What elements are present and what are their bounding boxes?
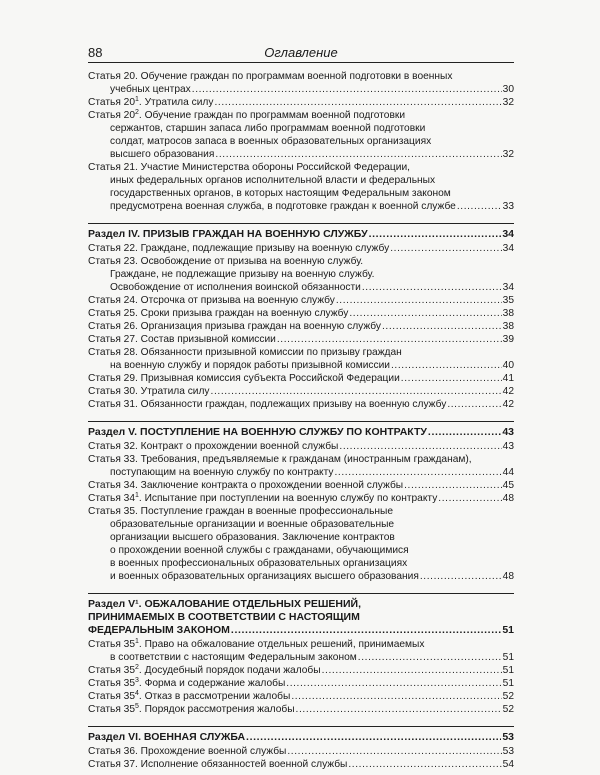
dot-leader	[362, 281, 502, 294]
dot-leader	[428, 426, 501, 438]
toc-entry	[88, 703, 514, 716]
toc-entry	[88, 70, 514, 96]
toc-line	[88, 664, 514, 677]
toc-line	[88, 677, 514, 690]
spacer	[88, 583, 514, 587]
entry-text: Статья 31. Обязанности граждан, подлежащих призыву на военную службу	[88, 399, 447, 410]
dot-leader	[369, 228, 502, 240]
entry-continuation: образовательные организации и военные образовательные	[110, 519, 395, 530]
entry-text: Статья 29. Призывная комиссия субъекта Российской Федерации	[88, 373, 400, 384]
toc-entry	[88, 505, 514, 583]
entry-page: 38	[502, 308, 514, 319]
entry-text: Статья $35^3$. Форма и содержание жалобы	[88, 677, 286, 689]
toc-line	[88, 703, 514, 716]
dot-leader	[277, 333, 502, 346]
entry-text: Статья 24. Отсрочка от призыва на военную службу	[88, 295, 335, 306]
entry-page: 51	[502, 624, 514, 636]
toc-line	[88, 570, 514, 583]
entry-page: 30	[502, 84, 514, 95]
toc-line	[88, 426, 514, 438]
toc-line	[88, 731, 514, 743]
dot-leader	[348, 758, 501, 771]
toc-line	[88, 242, 514, 255]
toc-entry	[88, 677, 514, 690]
dot-leader	[334, 466, 501, 479]
entry-continuation: солдат, матросов запаса в военных образовательных организациях	[110, 136, 432, 147]
dot-leader	[390, 242, 501, 255]
entry-page: 32	[502, 97, 514, 108]
superscript: 1	[135, 638, 139, 645]
toc-line	[88, 745, 514, 758]
section-heading	[88, 223, 514, 240]
spacer	[88, 771, 514, 775]
toc-line	[88, 651, 514, 664]
entry-continuation: иных федеральных органов исполнительной власти и федеральных	[110, 175, 436, 186]
entry-continuation: о прохождении военной службы с гражданами, обучающимися	[110, 545, 409, 556]
dot-leader	[401, 372, 502, 385]
entry-page: 45	[502, 480, 514, 491]
entry-text: на военную службу и порядок работы призывной комиссии	[110, 360, 390, 371]
entry-page: 34	[502, 228, 514, 240]
dot-leader	[391, 359, 502, 372]
dot-leader	[339, 440, 501, 453]
entry-text: ФЕДЕРАЛЬНЫМ ЗАКОНОМ	[88, 624, 230, 636]
entry-text: Статья 36. Прохождение военной службы	[88, 746, 287, 757]
page-title: Оглавление	[264, 45, 338, 60]
entry-page: 35	[502, 295, 514, 306]
section-heading	[88, 593, 514, 636]
entry-first-line: Статья $20^2$. Обучение граждан по программам военной подготовки	[88, 109, 406, 121]
dot-leader	[231, 624, 501, 636]
toc-entry	[88, 492, 514, 505]
entry-page: 42	[502, 399, 514, 410]
dot-leader	[215, 148, 501, 161]
entry-page: 43	[502, 441, 514, 452]
toc-entry	[88, 440, 514, 453]
entry-page: 54	[502, 759, 514, 770]
toc-entry	[88, 479, 514, 492]
entry-page: 34	[502, 243, 514, 254]
entry-first-line: Статья 23. Освобождение от призыва на военную службу.	[88, 256, 364, 267]
entry-text: Раздел V. ПОСТУПЛЕНИЕ НА ВОЕННУЮ СЛУЖБУ ПО КОНТРАКТУ	[88, 426, 427, 438]
page-number: 88	[88, 45, 103, 60]
entry-text: и военных образовательных организациях высшего образования	[110, 571, 419, 582]
dot-leader	[296, 703, 502, 716]
entry-page: 41	[502, 373, 514, 384]
toc-line	[88, 83, 514, 96]
dot-leader	[214, 96, 501, 109]
toc-line	[88, 200, 514, 213]
toc-entry	[88, 385, 514, 398]
toc-entry	[88, 294, 514, 307]
dot-leader	[438, 492, 501, 505]
toc-line	[88, 440, 514, 453]
entry-text: Статья $35^5$. Порядок рассмотрения жалобы	[88, 703, 295, 715]
entry-text: Статья 25. Сроки призыва граждан на военную службу	[88, 308, 349, 319]
toc-line	[88, 148, 514, 161]
superscript: 2	[135, 664, 139, 671]
superscript: 1	[135, 96, 139, 103]
entry-first-line: Статья 20. Обучение граждан по программам военной подготовки в военных	[88, 71, 453, 82]
entry-text: Статья 22. Граждане, подлежащие призыву на военную службу	[88, 243, 390, 254]
entry-text: Статья $35^4$. Отказ в рассмотрении жалобы	[88, 690, 291, 702]
dot-leader	[211, 385, 502, 398]
spacer	[88, 716, 514, 720]
toc-line	[88, 372, 514, 385]
section-heading	[88, 726, 514, 743]
entry-text: Статья 34. Заключение контракта о прохождении военной службы	[88, 480, 404, 491]
toc-entry	[88, 690, 514, 703]
table-of-contents	[88, 70, 514, 775]
section-heading	[88, 421, 514, 438]
entry-text: Освобождение от исполнения воинской обязанности	[110, 282, 361, 293]
entry-page: 52	[502, 691, 514, 702]
toc-entry	[88, 320, 514, 333]
entry-text: учебных центрах	[110, 84, 191, 95]
toc-entry	[88, 758, 514, 771]
toc-entry	[88, 242, 514, 255]
dot-leader	[287, 745, 501, 758]
entry-page: 48	[502, 493, 514, 504]
dot-leader	[358, 651, 502, 664]
toc-entry	[88, 638, 514, 664]
toc-entry	[88, 255, 514, 294]
entry-continuation: организации высшего образования. Заключение контрактов	[110, 532, 395, 543]
entry-text: высшего образования	[110, 149, 215, 160]
toc-line	[88, 281, 514, 294]
dot-leader	[382, 320, 502, 333]
entry-page: 38	[502, 321, 514, 332]
toc-entry	[88, 161, 514, 213]
entry-page: 39	[502, 334, 514, 345]
toc-line	[88, 492, 514, 505]
superscript: 3	[135, 677, 139, 684]
entry-first-line: Статья 33. Требования, предъявляемые к гражданам (иностранным гражданам),	[88, 454, 472, 465]
page-header	[88, 42, 514, 63]
entry-page: 48	[502, 571, 514, 582]
entry-page: 51	[502, 652, 514, 663]
entry-text: Статья $20^1$. Утратила силу	[88, 96, 214, 108]
entry-text: Статья 26. Организация призыва граждан на военную службу	[88, 321, 381, 332]
entry-text: Статья 32. Контракт о прохождении военной службы	[88, 441, 339, 452]
entry-first-line: Статья $35^1$. Право на обжалование отдельных решений, принимаемых	[88, 638, 425, 650]
dot-leader	[192, 83, 502, 96]
toc-entry	[88, 398, 514, 411]
entry-text: Статья 30. Утратила силу	[88, 386, 210, 397]
entry-first-line: Статья 28. Обязанности призывной комиссии по призыву граждан	[88, 347, 402, 358]
entry-page: 42	[502, 386, 514, 397]
toc-entry	[88, 109, 514, 161]
toc-line	[88, 758, 514, 771]
entry-text: в соответствии с настоящим Федеральным законом	[110, 652, 357, 663]
entry-page: 51	[502, 665, 514, 676]
toc-entry	[88, 96, 514, 109]
toc-line	[88, 690, 514, 703]
toc-line	[88, 359, 514, 372]
toc-entry	[88, 664, 514, 677]
entry-text: Статья $34^1$. Испытание при поступлении на военную службу по контракту	[88, 492, 438, 504]
dot-leader	[291, 690, 501, 703]
dot-leader	[457, 200, 502, 213]
toc-entry	[88, 307, 514, 320]
entry-page: 53	[502, 731, 514, 743]
entry-page: 51	[502, 678, 514, 689]
entry-page: 52	[502, 704, 514, 715]
superscript: 2	[135, 109, 139, 116]
entry-page: 40	[502, 360, 514, 371]
dot-leader	[447, 398, 501, 411]
entry-text: Статья $35^2$. Досудебный порядок подачи жалобы	[88, 664, 321, 676]
dot-leader	[404, 479, 502, 492]
toc-line	[88, 385, 514, 398]
entry-continuation: в военных профессиональных образовательных организациях	[110, 558, 408, 569]
toc-entry	[88, 372, 514, 385]
toc-entry	[88, 745, 514, 758]
entry-first-line: Статья 35. Поступление граждан в военные профессиональные	[88, 506, 394, 517]
toc-line	[88, 624, 514, 636]
entry-text: Раздел VI. ВОЕННАЯ СЛУЖБА	[88, 731, 246, 743]
toc-entry	[88, 346, 514, 372]
toc-line	[88, 333, 514, 346]
toc-line	[88, 398, 514, 411]
entry-page: 44	[502, 467, 514, 478]
dot-leader	[286, 677, 501, 690]
dot-leader	[420, 570, 502, 583]
entry-continuation: Граждане, не подлежащие призыву на военную службу.	[110, 269, 375, 280]
entry-first-line: Статья 21. Участие Министерства обороны Российской Федерации,	[88, 162, 410, 173]
toc-line	[88, 294, 514, 307]
toc-entry	[88, 333, 514, 346]
entry-page: 33	[502, 201, 514, 212]
entry-text: поступающим на военную службу по контракту	[110, 467, 334, 478]
spacer	[88, 213, 514, 217]
toc-line	[88, 307, 514, 320]
superscript: 4	[135, 690, 139, 697]
dot-leader	[336, 294, 502, 307]
dot-leader	[349, 307, 501, 320]
entry-page: 32	[502, 149, 514, 160]
superscript: 5	[135, 703, 139, 710]
superscript: 1	[135, 492, 139, 499]
section-heading-line: Раздел V¹. ОБЖАЛОВАНИЕ ОТДЕЛЬНЫХ РЕШЕНИЙ,	[88, 598, 362, 610]
entry-page: 34	[502, 282, 514, 293]
toc-entry	[88, 453, 514, 479]
toc-line	[88, 479, 514, 492]
entry-text: предусмотрена военная служба, в подготовке граждан к военной службе	[110, 201, 456, 212]
entry-page: 53	[502, 746, 514, 757]
entry-continuation: сержантов, старшин запаса либо программам военной подготовки	[110, 123, 426, 134]
toc-line	[88, 320, 514, 333]
entry-page: 43	[502, 426, 514, 438]
toc-line	[88, 96, 514, 109]
toc-line	[88, 466, 514, 479]
entry-text: Раздел IV. ПРИЗЫВ ГРАЖДАН НА ВОЕННУЮ СЛУЖБУ	[88, 228, 368, 240]
dot-leader	[246, 731, 501, 743]
entry-text: Статья 27. Состав призывной комиссии	[88, 334, 276, 345]
spacer	[88, 411, 514, 415]
toc-line	[88, 228, 514, 240]
entry-continuation: государственных органов, в которых настоящим Федеральным законом	[110, 188, 451, 199]
dot-leader	[322, 664, 502, 677]
section-heading-line: ПРИНИМАЕМЫХ В СООТВЕТСТВИИ С НАСТОЯЩИМ	[88, 611, 360, 623]
entry-text: Статья 37. Исполнение обязанностей военной службы	[88, 759, 348, 770]
